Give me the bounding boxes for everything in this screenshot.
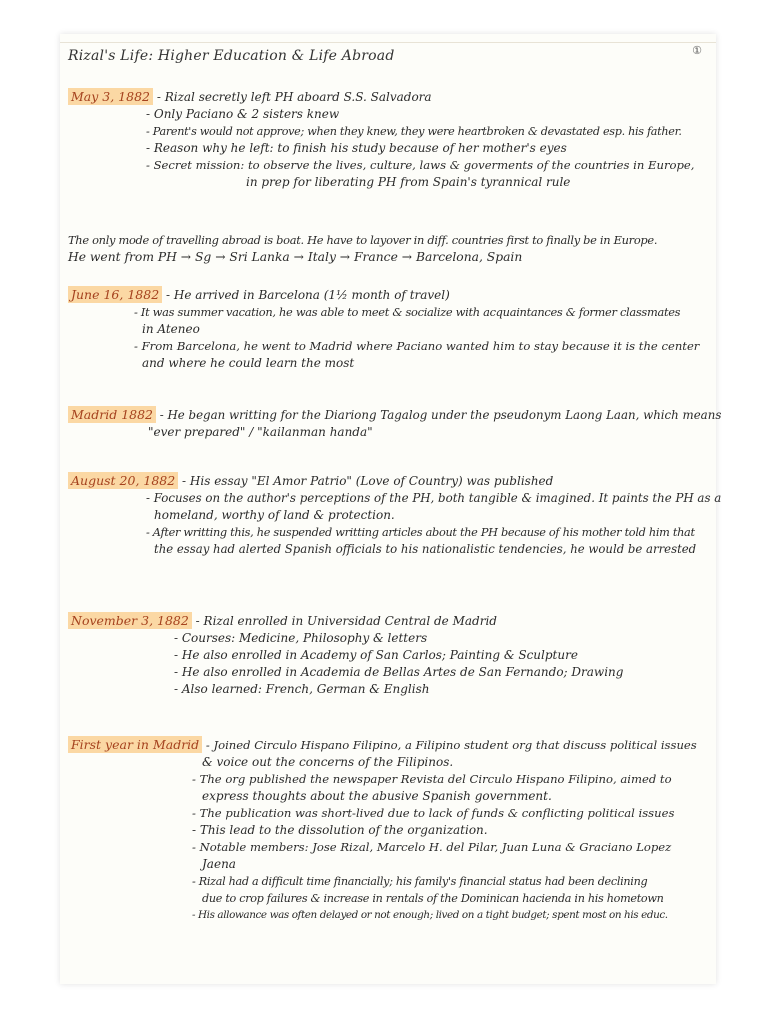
section-heading-text: - He began writting for the Diariong Tagalog under the pseudonym Laong Laan, which means — [159, 408, 722, 422]
section-heading-text: - Joined Circulo Hispano Filipino, a Filipino student org that discuss political issues — [205, 738, 697, 752]
note-line: in Ateneo — [142, 322, 200, 336]
note-line: - Notable members: Jose Rizal, Marcelo H. del Pilar, Juan Luna & Graciano Lopez — [192, 840, 672, 854]
section-heading-text: - He arrived in Barcelona (1½ month of travel) — [165, 288, 450, 302]
note-line: - From Barcelona, he went to Madrid where Paciano wanted him to stay because it is the center — [134, 339, 700, 353]
note-line: homeland, worthy of land & protection. — [154, 508, 395, 522]
note-line: The only mode of travelling abroad is boat. He have to layover in diff. countries first to finally be in Europe. — [68, 233, 658, 247]
date-highlight: First year in Madrid — [68, 736, 202, 753]
section-madrid-1882 — [68, 406, 722, 441]
note-line: - Secret mission: to observe the lives, culture, laws & goverments of the countries in Europe, — [146, 158, 695, 172]
note-line: - It was summer vacation, he was able to meet & socialize with acquaintances & former classmates — [134, 305, 681, 319]
note-line: in prep for liberating PH from Spain's tyrannical rule — [246, 175, 571, 189]
date-highlight: August 20, 1882 — [68, 472, 178, 489]
note-line: - Only Paciano & 2 sisters knew — [146, 107, 340, 121]
section-heading-text: - His essay "El Amor Patrio" (Love of Country) was published — [182, 474, 554, 488]
note-line: - Parent's would not approve; when they knew, they were heartbroken & devastated esp. his father. — [146, 125, 682, 138]
note-line: - Rizal had a difficult time financially; his family's financial status had been declining — [192, 875, 648, 888]
note-line: - The publication was short-lived due to lack of funds & conflicting political issues — [192, 806, 675, 820]
note-line: - He also enrolled in Academia de Bellas Artes de San Fernando; Drawing — [174, 665, 624, 679]
date-highlight: May 3, 1882 — [68, 88, 153, 105]
note-line: - His allowance was often delayed or not enough; lived on a tight budget; spent most on his educ. — [192, 909, 668, 921]
note-line: Jaena — [202, 857, 236, 871]
note-line: - Courses: Medicine, Philosophy & letters — [174, 631, 428, 645]
note-line: - Focuses on the author's perceptions of the PH, both tangible & imagined. It paints the PH as a — [146, 491, 722, 505]
section-june-16-1882 — [68, 286, 708, 372]
note-line: and where he could learn the most — [142, 356, 355, 370]
section-may-3-1882 — [68, 88, 708, 191]
note-line: - This lead to the dissolution of the organization. — [192, 823, 488, 837]
note-line: - The org published the newspaper Revista del Circulo Hispano Filipino, aimed to — [192, 772, 672, 786]
note-line: - He also enrolled in Academy of San Carlos; Painting & Sculpture — [174, 648, 578, 662]
date-highlight: November 3, 1882 — [68, 612, 192, 629]
note-line: express thoughts about the abusive Spanish government. — [202, 789, 552, 803]
section-november-3-1882 — [68, 612, 708, 698]
section-heading-text: - Rizal secretly left PH aboard S.S. Salvadora — [156, 90, 432, 104]
note-line: - After writting this, he suspended writting articles about the PH because of his mother told him that — [146, 526, 695, 539]
travel-paragraph — [68, 232, 708, 266]
date-highlight: Madrid 1882 — [68, 406, 156, 423]
note-line: He went from PH → Sg → Sri Lanka → Italy → France → Barcelona, Spain — [68, 250, 523, 264]
note-line: & voice out the concerns of the Filipinos. — [202, 755, 454, 769]
note-line: the essay had alerted Spanish officials to his nationalistic tendencies, he would be arrested — [154, 542, 697, 556]
note-line: "ever prepared" / "kailanman handa" — [148, 425, 373, 439]
note-line: - Also learned: French, German & English — [174, 682, 430, 696]
note-line: - Reason why he left: to finish his study because of her mother's eyes — [146, 141, 567, 155]
page-title: Rizal's Life: Higher Education & Life Abroad — [68, 48, 395, 64]
section-august-20-1882 — [68, 472, 722, 558]
date-highlight: June 16, 1882 — [68, 286, 162, 303]
section-first-year-in-madrid — [68, 736, 708, 924]
note-line: due to crop failures & increase in rentals of the Dominican hacienda in his hometown — [202, 892, 664, 905]
page-number: ① — [692, 44, 702, 57]
notebook-page — [60, 34, 722, 984]
section-heading-text: - Rizal enrolled in Universidad Central de Madrid — [195, 614, 497, 628]
